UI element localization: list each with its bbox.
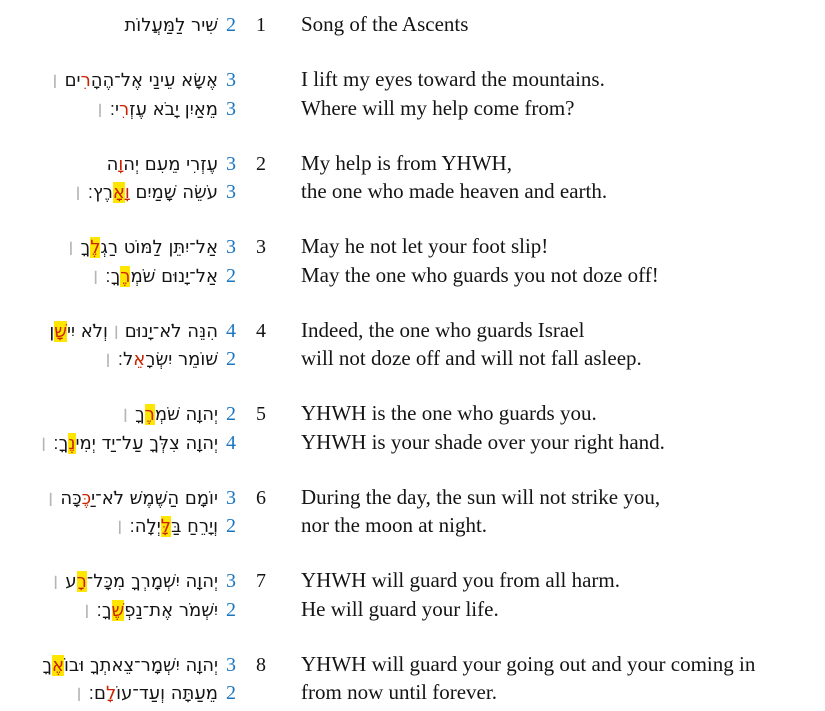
english-line: Indeed, the one who guards Israel	[301, 317, 585, 342]
hebrew-text: יְהוָה יִשְׁמָרְךָ מִכָּל־	[86, 571, 218, 592]
hebrew-text: אֶשָּׂא עֵינַי אֶל־הֶהָ	[90, 70, 218, 91]
stressed-syllable-highlight: רָ	[76, 571, 87, 592]
line-end-bar-icon: ׀	[53, 571, 59, 592]
hebrew-line	[6, 12, 218, 40]
word-count: 2	[226, 264, 236, 287]
word-count: 3	[226, 570, 236, 592]
stressed-syllable-red: וָ	[124, 182, 130, 203]
english-line: He will guard your life.	[301, 596, 499, 621]
psalm-row	[6, 567, 819, 596]
hebrew-line	[6, 179, 218, 207]
psalm-row	[6, 679, 819, 708]
hebrew-text: ךָ	[80, 237, 91, 258]
hebrew-text: וְיָרֵחַ בַּ	[171, 516, 218, 537]
word-count: 3	[226, 236, 236, 258]
hebrew-text: ךָ׃	[53, 432, 69, 454]
stanza	[6, 651, 819, 708]
hebrew-text: ךָ	[42, 654, 52, 676]
line-end-bar-icon: ׀	[97, 98, 103, 120]
word-count: 2	[226, 14, 236, 36]
word-count: 3	[226, 69, 236, 91]
hebrew-line	[6, 568, 218, 596]
hebrew-text: ךָ׃	[105, 265, 121, 287]
verse-number: 5	[256, 403, 266, 425]
psalm-row	[6, 95, 819, 124]
verse-number: 1	[256, 14, 266, 36]
stressed-syllable-highlight: לֶ	[90, 237, 101, 258]
line-end-bar-icon: ׀	[52, 70, 58, 91]
english-line: May he not let your foot slip!	[301, 234, 549, 258]
word-count: 3	[226, 97, 236, 120]
word-count: 2	[226, 515, 236, 537]
hebrew-text: יִשְׁמֹר אֶת־נַפְ	[124, 599, 218, 621]
hebrew-text: יְהוָה יִשְׁמָר־צֵאתְךָ וּבוֹ	[64, 654, 218, 676]
stressed-syllable-highlight: שֶׁ	[111, 599, 125, 621]
word-count: 2	[226, 598, 236, 621]
psalm-row	[6, 262, 819, 291]
stanza	[6, 317, 819, 374]
verse-number: 4	[256, 319, 266, 342]
hebrew-text: יוֹמָם הַשֶּׁמֶשׁ לֹא־יַ	[91, 487, 218, 509]
hebrew-line	[6, 401, 218, 429]
word-count: 3	[226, 152, 236, 175]
hebrew-text: מֵעַתָּה וְעַד־עוֹ	[116, 683, 218, 704]
psalm-row	[6, 345, 819, 374]
hebrew-line	[6, 430, 218, 458]
stanza	[6, 400, 819, 457]
english-line: During the day, the sun will not strike you,	[301, 484, 661, 509]
line-end-bar-icon: ׀	[40, 432, 47, 454]
hebrew-text: אַל־יִתֵּן לַמּוֹט רַגְ	[100, 237, 218, 258]
english-line: YHWH is the one who guards you.	[301, 401, 597, 425]
stressed-syllable-highlight: רֶ	[144, 404, 155, 425]
word-count: 2	[226, 682, 236, 704]
hebrew-text: ע	[65, 571, 77, 592]
english-line: Where will my help come from?	[301, 95, 575, 120]
stanza	[6, 150, 819, 207]
english-line: nor the moon at night.	[301, 513, 488, 537]
word-count: 3	[226, 181, 236, 203]
hebrew-line	[6, 234, 218, 262]
stressed-syllable-red: לָ	[105, 683, 117, 704]
psalm-row	[6, 150, 819, 179]
verse-number: 6	[256, 486, 266, 509]
hebrew-text: ל׃	[117, 349, 134, 370]
word-count: 3	[226, 486, 236, 509]
hebrew-text: אַל־יָנוּם שֹׁמְ	[130, 265, 218, 287]
stressed-syllable-red: אֵ	[133, 349, 146, 370]
line-end-bar-icon: ׀	[68, 237, 74, 258]
english-line: YHWH is your shade over your right hand.	[301, 429, 665, 454]
english-line: My help is from YHWH,	[301, 150, 512, 175]
english-line: YHWH will guard you from all harm.	[301, 568, 621, 592]
psalm-row	[6, 512, 819, 541]
verse-number: 8	[256, 653, 266, 676]
stanza	[6, 567, 819, 624]
hebrew-text: שִׁיר לַמַּעֲלוֹת	[124, 15, 218, 36]
stanza	[6, 233, 819, 290]
hebrew-text: וְלֹא יִי	[66, 320, 108, 342]
stanza	[6, 66, 819, 123]
hebrew-text: מֵאַיִן יָבֹא עֶזְ	[129, 98, 218, 120]
hebrew-line	[6, 151, 218, 179]
hebrew-line	[6, 318, 218, 346]
hebrew-text: ךָ	[135, 404, 145, 425]
hebrew-line	[6, 263, 218, 291]
word-count: 2	[226, 403, 236, 425]
psalm-row	[6, 651, 819, 680]
stressed-syllable-red: וָ	[118, 153, 124, 175]
hebrew-text: עֶזְרִי מֵעִם יְה	[123, 153, 218, 175]
stressed-syllable-highlight: שָׁ	[54, 320, 67, 342]
hebrew-line	[6, 680, 218, 708]
psalm-row	[6, 66, 819, 95]
hebrew-line	[6, 67, 218, 95]
line-end-bar-icon: ׀	[48, 487, 54, 509]
hebrew-text: רֶץ׃	[87, 182, 113, 203]
psalm-row	[6, 484, 819, 513]
hebrew-line	[6, 346, 218, 374]
hebrew-text: ה	[106, 153, 119, 175]
psalm-row	[6, 317, 819, 346]
hebrew-text: כָּה	[60, 487, 82, 509]
hebrew-text: ךָ׃	[96, 599, 112, 621]
english-line: YHWH will guard your going out and your coming in	[301, 651, 756, 676]
hebrew-line	[6, 96, 218, 124]
hebrew-text: עֹשֵׂה שָׁמַיִם	[129, 182, 218, 203]
hebrew-text: יְלָה׃	[129, 516, 161, 537]
line-end-bar-icon: ׀	[122, 404, 128, 425]
english-line: Song of the Ascents	[301, 12, 469, 36]
stanza	[6, 11, 819, 40]
stressed-syllable-highlight: אָ	[112, 182, 125, 203]
psalm-row	[6, 178, 819, 207]
stressed-syllable-red: כֶּ	[81, 487, 92, 509]
stressed-syllable-highlight: אֶ	[51, 654, 65, 676]
stressed-syllable-highlight: נֶ	[68, 432, 76, 454]
hebrew-text: ים	[64, 70, 81, 91]
word-count: 4	[226, 319, 236, 342]
hebrew-line	[6, 485, 218, 513]
psalm-row	[6, 233, 819, 262]
line-end-bar-icon: ׀	[117, 516, 123, 537]
hebrew-text: יְהוָה שֹׁמְ	[154, 404, 218, 425]
stanza	[6, 484, 819, 541]
hebrew-text: י׃	[109, 98, 120, 120]
hebrew-line	[6, 513, 218, 541]
word-count: 3	[226, 653, 236, 676]
word-count: 2	[226, 348, 236, 370]
paseq-bar-icon: ׀	[107, 320, 125, 342]
verse-number: 7	[256, 570, 266, 592]
hebrew-line	[6, 652, 218, 680]
line-end-bar-icon: ׀	[75, 182, 81, 203]
psalm-row	[6, 400, 819, 429]
psalm-row	[6, 429, 819, 458]
verse-number: 2	[256, 152, 266, 175]
line-end-bar-icon: ׀	[92, 265, 99, 287]
word-count: 4	[226, 431, 236, 454]
hebrew-line	[6, 597, 218, 625]
hebrew-text: הִנֵּה לֹא־יָנוּם	[124, 320, 218, 342]
verse-number: 3	[256, 236, 266, 258]
stressed-syllable-red: רִ	[119, 98, 130, 120]
line-end-bar-icon: ׀	[84, 599, 90, 621]
line-end-bar-icon: ׀	[105, 349, 111, 370]
english-line: I lift my eyes toward the mountains.	[301, 67, 605, 91]
stressed-syllable-highlight: לָּ	[160, 516, 172, 537]
english-line: from now until forever.	[301, 680, 497, 704]
hebrew-text: שׁוֹמֵר יִשְׂרָ	[145, 349, 218, 370]
hebrew-text: יְהוָה צִלְּךָ עַל־יַד יְמִי	[75, 432, 218, 454]
english-line: the one who made heaven and earth.	[301, 179, 608, 203]
line-end-bar-icon: ׀	[76, 683, 82, 704]
psalm-row	[6, 11, 819, 40]
hebrew-text: ן	[49, 320, 55, 342]
hebrew-text: ם׃	[88, 683, 106, 704]
english-line: will not doze off and will not fall asleep.	[301, 346, 642, 370]
psalm-row	[6, 596, 819, 625]
english-line: May the one who guards you not doze off!	[301, 262, 659, 287]
psalm-body	[6, 11, 819, 708]
stressed-syllable-highlight: רֶ	[120, 265, 131, 287]
stressed-syllable-red: רִ	[80, 70, 91, 91]
